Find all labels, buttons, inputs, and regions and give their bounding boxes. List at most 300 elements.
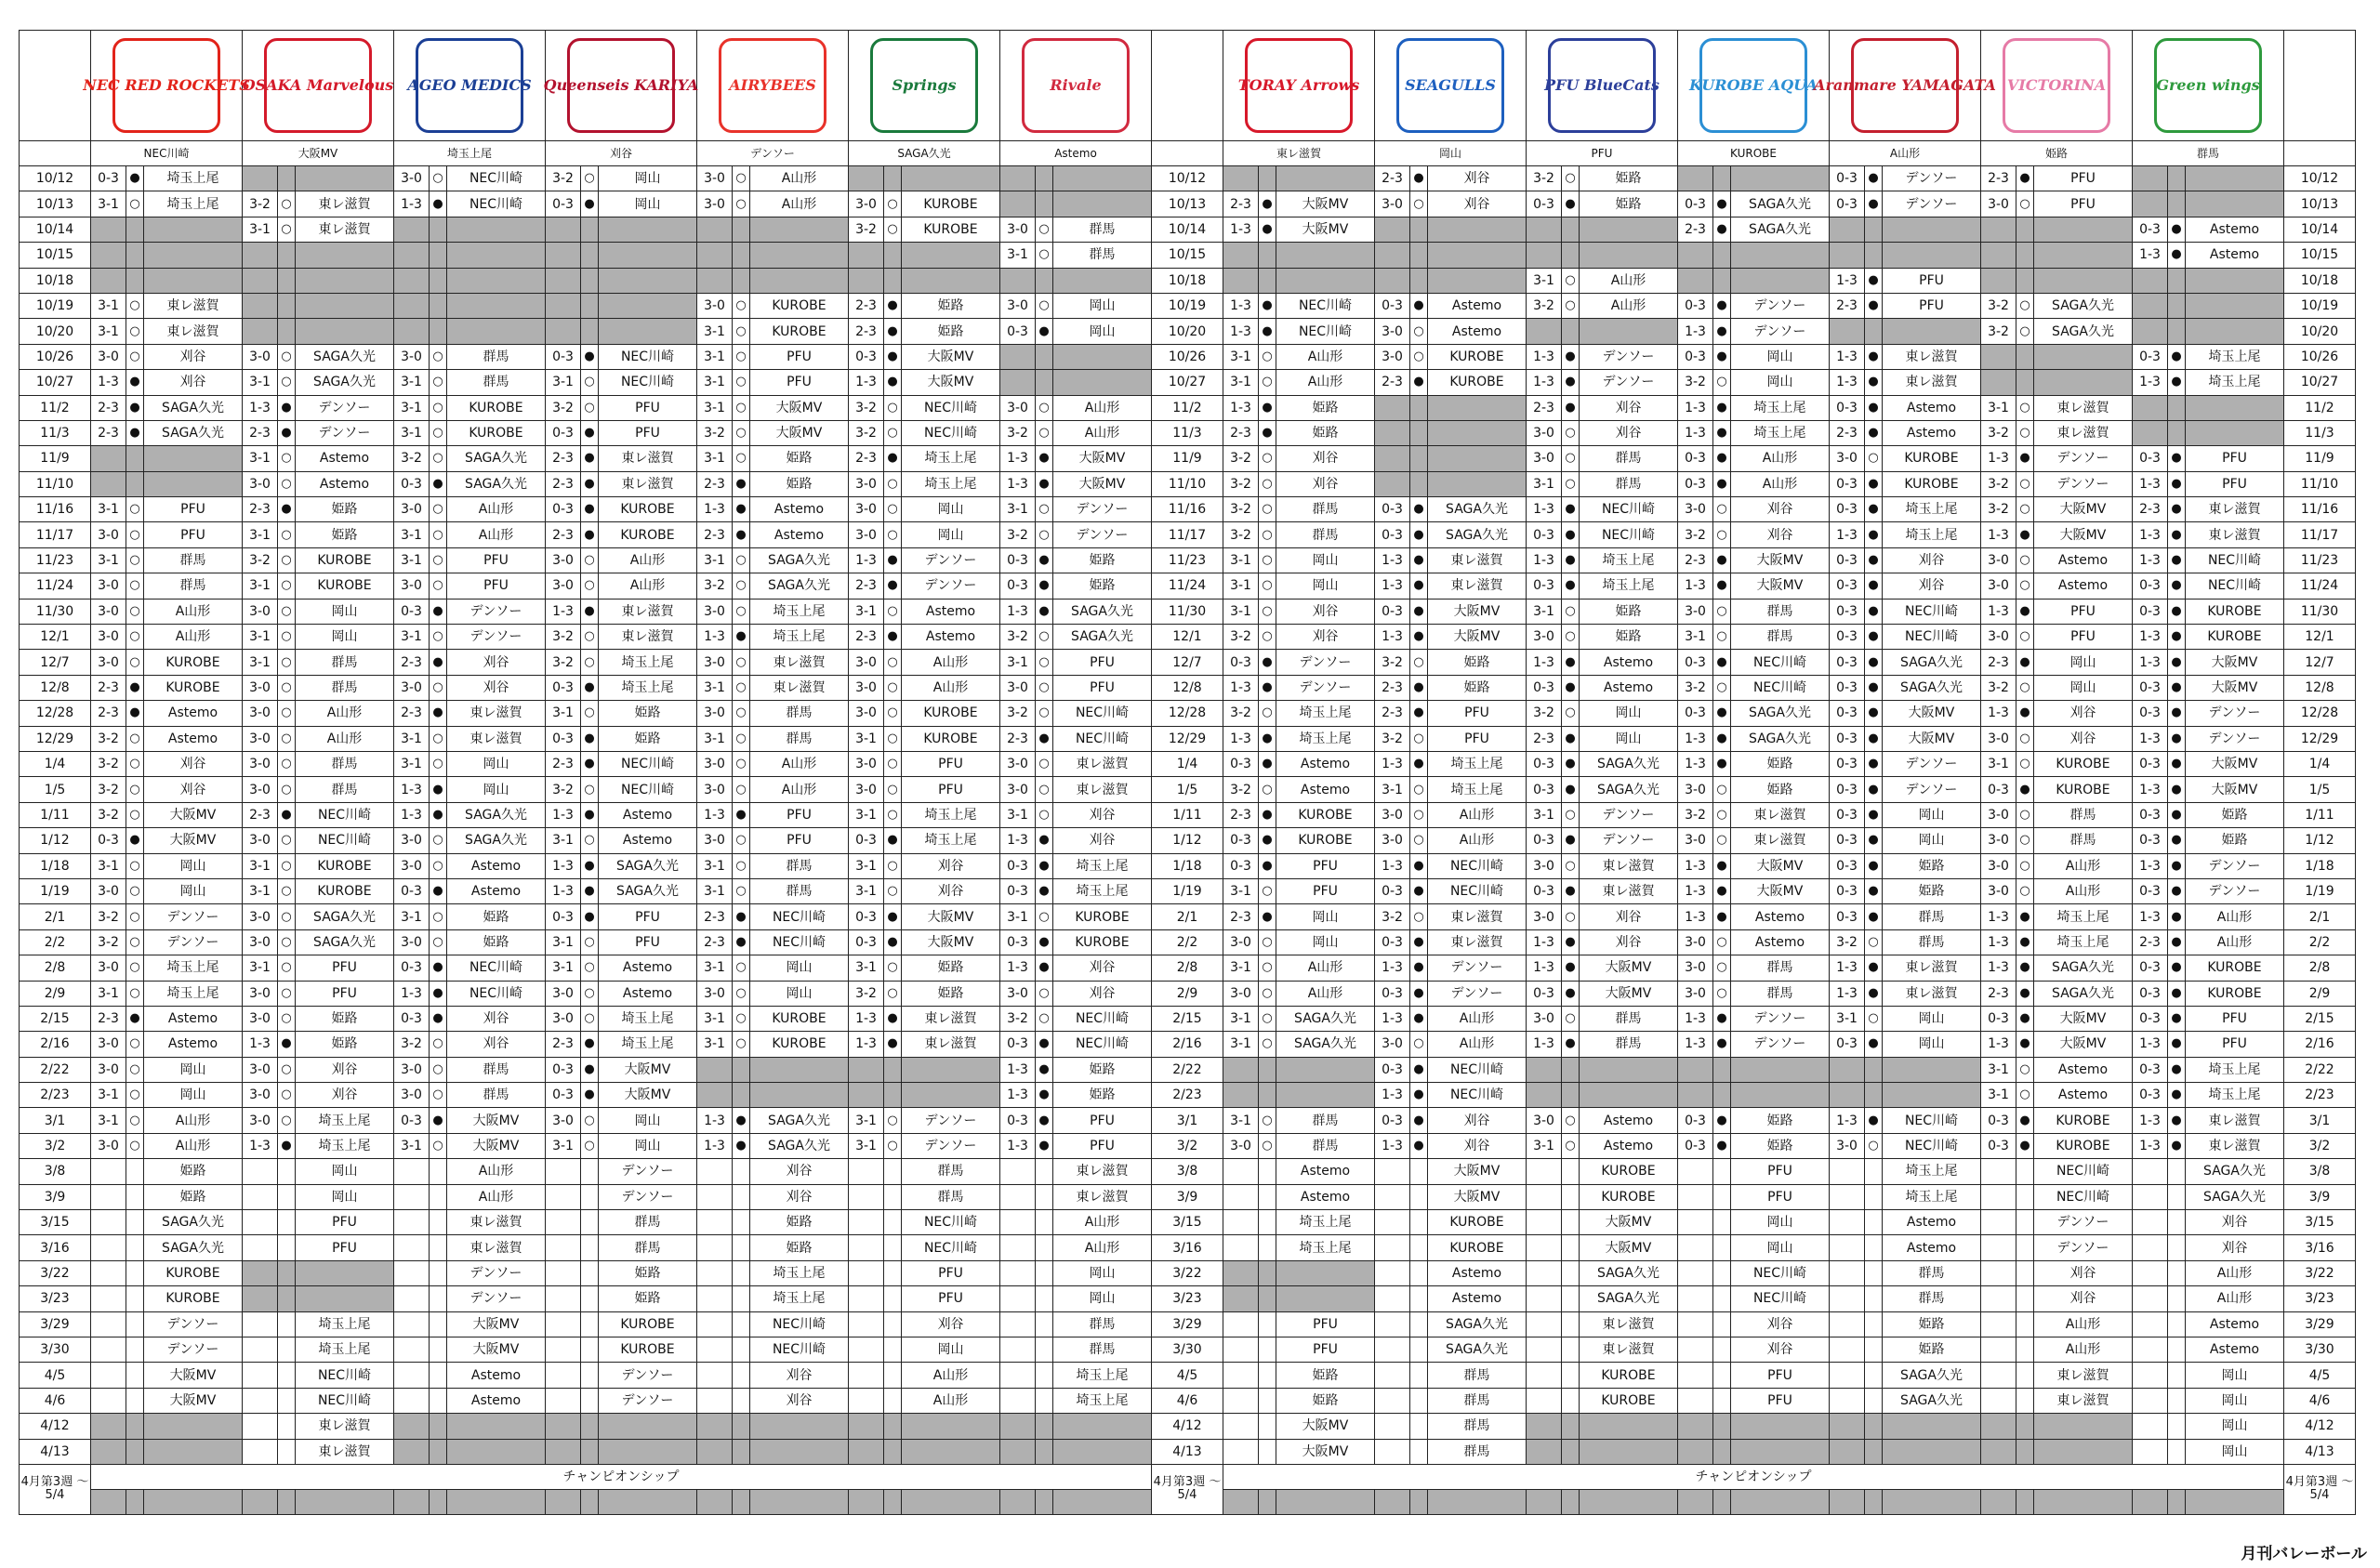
result-mark: ● bbox=[1865, 547, 1883, 573]
no-match-cell bbox=[91, 1489, 126, 1514]
result-mark: ● bbox=[1562, 929, 1580, 955]
no-match-cell bbox=[849, 1414, 884, 1439]
opponent-cell: A山形 bbox=[2034, 878, 2133, 903]
score-cell bbox=[91, 1311, 126, 1337]
corner-cell bbox=[20, 31, 91, 141]
date-cell: 3/2 bbox=[1152, 1133, 1223, 1158]
result-mark: ○ bbox=[2016, 420, 2034, 445]
team-logo bbox=[83, 34, 250, 137]
opponent-cell: PFU bbox=[296, 955, 394, 981]
result-mark bbox=[884, 1235, 902, 1260]
date-cell: 10/18 bbox=[2284, 268, 2356, 293]
result-mark: ● bbox=[1865, 370, 1883, 395]
score-cell: 2-3 bbox=[1375, 701, 1410, 726]
result-mark: ○ bbox=[581, 828, 599, 853]
result-mark bbox=[1410, 1235, 1428, 1260]
opponent-cell: 刈谷 bbox=[1428, 191, 1527, 217]
result-mark: ○ bbox=[126, 522, 144, 547]
result-mark: ● bbox=[2168, 1032, 2186, 1057]
score-cell: 3-0 bbox=[1000, 751, 1036, 776]
opponent-cell: デンソー bbox=[2186, 878, 2284, 903]
score-cell bbox=[1000, 1363, 1036, 1388]
no-match-cell bbox=[1259, 1260, 1276, 1285]
no-match-cell bbox=[2133, 420, 2168, 445]
opponent-cell: 岡山 bbox=[599, 1108, 697, 1133]
score-cell: 0-3 bbox=[546, 191, 581, 217]
team-logo-badge: AGEO MEDICS bbox=[416, 38, 523, 133]
score-cell: 3-0 bbox=[1678, 955, 1713, 981]
score-cell: 3-1 bbox=[1223, 599, 1259, 624]
opponent-cell: PFU bbox=[296, 981, 394, 1006]
result-mark: ○ bbox=[581, 625, 599, 650]
no-match-cell bbox=[546, 217, 581, 242]
result-mark: ○ bbox=[1259, 1006, 1276, 1031]
score-cell: 3-2 bbox=[1223, 625, 1259, 650]
opponent-cell: デンソー bbox=[599, 1363, 697, 1388]
opponent-cell: 群馬 bbox=[902, 1159, 1000, 1184]
result-mark: ● bbox=[126, 1006, 144, 1031]
opponent-cell: 姫路 bbox=[750, 471, 849, 496]
score-cell: 0-3 bbox=[1000, 319, 1036, 344]
score-cell: 1-3 bbox=[2133, 243, 2168, 268]
result-mark bbox=[1259, 1210, 1276, 1235]
result-mark: ● bbox=[1865, 599, 1883, 624]
no-match-cell bbox=[849, 243, 884, 268]
score-cell: 3-0 bbox=[697, 828, 733, 853]
no-match-cell bbox=[1053, 1414, 1152, 1439]
score-cell: 0-3 bbox=[546, 420, 581, 445]
score-cell: 3-0 bbox=[91, 650, 126, 675]
score-cell: 2-3 bbox=[849, 293, 884, 318]
schedule-row bbox=[20, 1057, 2356, 1082]
score-cell: 0-3 bbox=[1830, 497, 1865, 522]
no-match-cell bbox=[1981, 243, 2016, 268]
opponent-cell: 岡山 bbox=[1053, 293, 1152, 318]
result-mark: ● bbox=[581, 471, 599, 496]
result-mark bbox=[1562, 1260, 1580, 1285]
schedule-row bbox=[20, 599, 2356, 624]
result-mark: ● bbox=[2168, 650, 2186, 675]
date-cell: 10/13 bbox=[20, 191, 91, 217]
opponent-cell: デンソー bbox=[447, 599, 546, 624]
score-cell: 3-0 bbox=[1678, 929, 1713, 955]
opponent-cell: 東レ滋賀 bbox=[144, 319, 243, 344]
result-mark bbox=[1410, 1363, 1428, 1388]
score-cell: 3-1 bbox=[697, 344, 733, 369]
opponent-cell: KUROBE bbox=[2186, 981, 2284, 1006]
opponent-cell: 岡山 bbox=[1883, 1006, 1981, 1031]
score-cell bbox=[697, 1337, 733, 1362]
opponent-cell: 大阪MV bbox=[1580, 955, 1678, 981]
team-logo-badge: KUROBE AQUA bbox=[1699, 38, 1807, 133]
opponent-cell: 群馬 bbox=[1276, 497, 1375, 522]
result-mark: ○ bbox=[126, 1057, 144, 1082]
result-mark: ○ bbox=[1410, 319, 1428, 344]
result-mark: ○ bbox=[430, 166, 447, 191]
opponent-cell: Astemo bbox=[599, 981, 697, 1006]
score-cell: 3-1 bbox=[394, 904, 430, 929]
score-cell bbox=[697, 1260, 733, 1285]
opponent-cell: 埼玉上尾 bbox=[2034, 929, 2133, 955]
date-cell: 3/9 bbox=[20, 1184, 91, 1209]
date-cell: 1/5 bbox=[20, 777, 91, 802]
opponent-cell: デンソー bbox=[1580, 802, 1678, 827]
result-mark: ○ bbox=[733, 675, 750, 700]
opponent-cell: 埼玉上尾 bbox=[1276, 1210, 1375, 1235]
result-mark bbox=[1036, 1337, 1053, 1362]
opponent-cell: PFU bbox=[750, 828, 849, 853]
no-match-cell bbox=[1981, 1489, 2016, 1514]
result-mark bbox=[1036, 1159, 1053, 1184]
score-cell: 3-1 bbox=[849, 726, 884, 751]
opponent-cell: SAGA久光 bbox=[1580, 1260, 1678, 1285]
opponent-cell: KUROBE bbox=[296, 878, 394, 903]
score-cell: 0-3 bbox=[1678, 293, 1713, 318]
opponent-cell: 大阪MV bbox=[902, 904, 1000, 929]
no-match-cell bbox=[1527, 243, 1562, 268]
date-cell: 11/17 bbox=[20, 522, 91, 547]
result-mark bbox=[430, 1388, 447, 1413]
score-cell: 0-3 bbox=[1000, 547, 1036, 573]
result-mark: ○ bbox=[1036, 650, 1053, 675]
date-cell: 3/9 bbox=[1152, 1184, 1223, 1209]
score-cell: 0-3 bbox=[394, 599, 430, 624]
opponent-cell: Astemo bbox=[1276, 1159, 1375, 1184]
opponent-cell: Astemo bbox=[750, 497, 849, 522]
team-logo-badge: Springs bbox=[870, 38, 978, 133]
opponent-cell: SAGA久光 bbox=[447, 802, 546, 827]
score-cell: 2-3 bbox=[243, 420, 278, 445]
schedule-row bbox=[20, 243, 2356, 268]
result-mark: ○ bbox=[884, 878, 902, 903]
score-cell: 2-3 bbox=[1678, 217, 1713, 242]
score-cell: 0-3 bbox=[1375, 522, 1410, 547]
score-cell bbox=[849, 1260, 884, 1285]
opponent-cell: PFU bbox=[902, 1286, 1000, 1311]
score-cell: 2-3 bbox=[1000, 726, 1036, 751]
opponent-cell: NEC川崎 bbox=[902, 420, 1000, 445]
result-mark: ● bbox=[1259, 726, 1276, 751]
opponent-cell: PFU bbox=[750, 344, 849, 369]
score-cell: 0-3 bbox=[1830, 701, 1865, 726]
result-mark: ● bbox=[733, 802, 750, 827]
opponent-cell: 姫路 bbox=[1276, 395, 1375, 420]
result-mark: ○ bbox=[884, 802, 902, 827]
result-mark: ○ bbox=[884, 675, 902, 700]
date-cell: 2/15 bbox=[2284, 1006, 2356, 1031]
no-match-cell bbox=[1223, 1057, 1259, 1082]
result-mark: ○ bbox=[1562, 166, 1580, 191]
score-cell: 1-3 bbox=[1678, 1006, 1713, 1031]
result-mark: ○ bbox=[884, 751, 902, 776]
date-cell: 1/12 bbox=[1152, 828, 1223, 853]
score-cell: 0-3 bbox=[1000, 878, 1036, 903]
score-cell bbox=[1678, 1260, 1713, 1285]
opponent-cell: 埼玉上尾 bbox=[902, 802, 1000, 827]
score-cell bbox=[1375, 1184, 1410, 1209]
score-cell: 1-3 bbox=[697, 802, 733, 827]
opponent-cell: 姫路 bbox=[1731, 1133, 1830, 1158]
no-match-cell bbox=[1883, 1083, 1981, 1108]
opponent-cell: デンソー bbox=[902, 1133, 1000, 1158]
no-match-cell bbox=[430, 243, 447, 268]
score-cell: 1-3 bbox=[546, 853, 581, 878]
opponent-cell: A山形 bbox=[447, 1184, 546, 1209]
result-mark: ● bbox=[2016, 166, 2034, 191]
score-cell: 3-0 bbox=[1527, 625, 1562, 650]
result-mark bbox=[733, 1260, 750, 1285]
opponent-cell: 岡山 bbox=[447, 777, 546, 802]
score-cell bbox=[1527, 1210, 1562, 1235]
opponent-cell: 姫路 bbox=[2186, 802, 2284, 827]
score-cell: 2-3 bbox=[546, 471, 581, 496]
result-mark: ○ bbox=[581, 650, 599, 675]
score-cell: 3-2 bbox=[243, 191, 278, 217]
opponent-cell: NEC川崎 bbox=[1731, 1260, 1830, 1285]
team-name: KUROBE bbox=[1678, 141, 1830, 166]
opponent-cell: NEC川崎 bbox=[447, 166, 546, 191]
no-match-cell bbox=[1527, 319, 1562, 344]
result-mark bbox=[884, 1337, 902, 1362]
score-cell: 3-2 bbox=[1000, 1006, 1036, 1031]
opponent-cell: Astemo bbox=[1883, 1210, 1981, 1235]
result-mark bbox=[2168, 1388, 2186, 1413]
opponent-cell: 埼玉上尾 bbox=[1731, 395, 1830, 420]
opponent-cell: 東レ滋賀 bbox=[1883, 370, 1981, 395]
no-match-cell bbox=[1678, 1414, 1713, 1439]
score-cell: 3-0 bbox=[243, 981, 278, 1006]
result-mark: ● bbox=[581, 446, 599, 471]
result-mark: ● bbox=[733, 1108, 750, 1133]
result-mark bbox=[1865, 1210, 1883, 1235]
date-cell: 10/13 bbox=[2284, 191, 2356, 217]
opponent-cell: NEC川崎 bbox=[2186, 573, 2284, 599]
result-mark: ● bbox=[1036, 446, 1053, 471]
opponent-cell: 刈谷 bbox=[2034, 1260, 2133, 1285]
no-match-cell bbox=[1562, 243, 1580, 268]
score-cell: 3-0 bbox=[1375, 828, 1410, 853]
no-match-cell bbox=[581, 1414, 599, 1439]
score-cell: 3-1 bbox=[1981, 1083, 2016, 1108]
opponent-cell: デンソー bbox=[144, 1311, 243, 1337]
opponent-cell: 岡山 bbox=[1883, 1032, 1981, 1057]
date-cell: 12/29 bbox=[2284, 726, 2356, 751]
opponent-cell: 岡山 bbox=[1731, 1210, 1830, 1235]
score-cell bbox=[1000, 1159, 1036, 1184]
opponent-cell: Astemo bbox=[144, 726, 243, 751]
result-mark bbox=[1713, 1184, 1731, 1209]
result-mark: ● bbox=[126, 395, 144, 420]
score-cell bbox=[394, 1337, 430, 1362]
opponent-cell: SAGA久光 bbox=[144, 395, 243, 420]
date-cell: 2/9 bbox=[2284, 981, 2356, 1006]
score-cell: 2-3 bbox=[1375, 370, 1410, 395]
team-logo bbox=[697, 34, 848, 137]
opponent-cell: NEC川崎 bbox=[1883, 599, 1981, 624]
date-cell: 10/18 bbox=[20, 268, 91, 293]
result-mark: ● bbox=[2016, 701, 2034, 726]
opponent-cell: KUROBE bbox=[1580, 1388, 1678, 1413]
opponent-cell: KUROBE bbox=[1428, 1210, 1527, 1235]
result-mark: ○ bbox=[581, 701, 599, 726]
opponent-cell: 群馬 bbox=[447, 344, 546, 369]
result-mark: ○ bbox=[1036, 1006, 1053, 1031]
date-cell: 3/8 bbox=[2284, 1159, 2356, 1184]
date-cell: 10/13 bbox=[1152, 191, 1223, 217]
score-cell bbox=[1223, 1388, 1259, 1413]
no-match-cell bbox=[1562, 319, 1580, 344]
result-mark: ○ bbox=[126, 878, 144, 903]
score-cell: 1-3 bbox=[2133, 1032, 2168, 1057]
result-mark bbox=[430, 1363, 447, 1388]
score-cell bbox=[546, 1388, 581, 1413]
date-cell: 10/19 bbox=[20, 293, 91, 318]
no-match-cell bbox=[1000, 166, 1036, 191]
result-mark: ○ bbox=[430, 853, 447, 878]
date-cell: 3/23 bbox=[20, 1286, 91, 1311]
opponent-cell: SAGA久光 bbox=[1428, 497, 1527, 522]
result-mark: ○ bbox=[581, 1108, 599, 1133]
no-match-cell bbox=[2016, 217, 2034, 242]
opponent-cell: 姫路 bbox=[1053, 1057, 1152, 1082]
score-cell: 1-3 bbox=[1375, 751, 1410, 776]
score-cell: 2-3 bbox=[1223, 191, 1259, 217]
score-cell: 3-1 bbox=[849, 1108, 884, 1133]
score-cell: 3-0 bbox=[1527, 420, 1562, 445]
opponent-cell: 姫路 bbox=[1883, 878, 1981, 903]
result-mark: ○ bbox=[884, 955, 902, 981]
opponent-cell: 埼玉上尾 bbox=[599, 1032, 697, 1057]
score-cell: 2-3 bbox=[1223, 802, 1259, 827]
opponent-cell: PFU bbox=[750, 370, 849, 395]
result-mark: ○ bbox=[1562, 625, 1580, 650]
result-mark: ● bbox=[2168, 1083, 2186, 1108]
result-mark: ● bbox=[1410, 1006, 1428, 1031]
score-cell: 3-1 bbox=[697, 878, 733, 903]
opponent-cell: PFU bbox=[2186, 1006, 2284, 1031]
no-match-cell bbox=[91, 268, 126, 293]
result-mark: ● bbox=[1036, 599, 1053, 624]
schedule-row bbox=[20, 1286, 2356, 1311]
result-mark: ● bbox=[1865, 191, 1883, 217]
no-match-cell bbox=[430, 1439, 447, 1464]
result-mark bbox=[1865, 1286, 1883, 1311]
opponent-cell: 姫路 bbox=[599, 1286, 697, 1311]
score-cell: 3-2 bbox=[546, 395, 581, 420]
score-cell: 3-0 bbox=[1527, 1006, 1562, 1031]
score-cell: 3-2 bbox=[1981, 675, 2016, 700]
no-match-cell bbox=[243, 243, 278, 268]
score-cell bbox=[1375, 1388, 1410, 1413]
score-cell: 3-1 bbox=[1223, 370, 1259, 395]
team-name: PFU bbox=[1527, 141, 1678, 166]
score-cell: 3-0 bbox=[1981, 802, 2016, 827]
schedule-row bbox=[20, 370, 2356, 395]
opponent-cell: A山形 bbox=[2186, 1260, 2284, 1285]
result-mark: ○ bbox=[278, 751, 296, 776]
result-mark bbox=[1865, 1260, 1883, 1285]
date-cell: 10/19 bbox=[2284, 293, 2356, 318]
opponent-cell: 姫路 bbox=[296, 1032, 394, 1057]
opponent-cell: 群馬 bbox=[1580, 471, 1678, 496]
score-cell: 3-2 bbox=[394, 446, 430, 471]
schedule-row bbox=[20, 1235, 2356, 1260]
result-mark: ○ bbox=[884, 497, 902, 522]
result-mark bbox=[581, 1235, 599, 1260]
no-match-cell bbox=[278, 268, 296, 293]
opponent-cell: 大阪MV bbox=[1428, 625, 1527, 650]
score-cell: 0-3 bbox=[394, 1006, 430, 1031]
score-cell: 3-0 bbox=[849, 191, 884, 217]
score-cell: 1-3 bbox=[394, 191, 430, 217]
score-cell: 0-3 bbox=[394, 955, 430, 981]
score-cell bbox=[1375, 1260, 1410, 1285]
schedule-row bbox=[20, 1006, 2356, 1031]
score-cell: 0-3 bbox=[849, 904, 884, 929]
opponent-cell: 埼玉上尾 bbox=[1276, 701, 1375, 726]
result-mark: ○ bbox=[1713, 599, 1731, 624]
score-cell bbox=[1223, 1337, 1259, 1362]
schedule-row bbox=[20, 1108, 2356, 1133]
no-match-cell bbox=[1527, 1489, 1562, 1514]
result-mark bbox=[1259, 1337, 1276, 1362]
no-match-cell bbox=[1259, 1489, 1276, 1514]
score-cell: 3-0 bbox=[243, 777, 278, 802]
score-cell: 3-0 bbox=[91, 599, 126, 624]
score-cell: 3-1 bbox=[243, 522, 278, 547]
score-cell bbox=[849, 1210, 884, 1235]
schedule-row bbox=[20, 268, 2356, 293]
result-mark: ● bbox=[1259, 395, 1276, 420]
no-match-cell bbox=[447, 319, 546, 344]
result-mark bbox=[2016, 1159, 2034, 1184]
score-cell bbox=[1830, 1286, 1865, 1311]
score-cell bbox=[546, 1184, 581, 1209]
opponent-cell: 埼玉上尾 bbox=[2186, 344, 2284, 369]
result-mark: ● bbox=[1036, 853, 1053, 878]
score-cell: 3-1 bbox=[91, 191, 126, 217]
result-mark: ● bbox=[1410, 547, 1428, 573]
opponent-cell: SAGA久光 bbox=[1580, 1286, 1678, 1311]
score-cell: 0-3 bbox=[2133, 599, 2168, 624]
no-match-cell bbox=[2016, 1439, 2034, 1464]
score-cell: 0-3 bbox=[1678, 701, 1713, 726]
opponent-cell: 岡山 bbox=[750, 955, 849, 981]
score-cell: 0-3 bbox=[1678, 650, 1713, 675]
score-cell bbox=[91, 1337, 126, 1362]
no-match-cell bbox=[902, 1057, 1000, 1082]
no-match-cell bbox=[546, 1489, 581, 1514]
opponent-cell: 姫路 bbox=[902, 955, 1000, 981]
opponent-cell: 姫路 bbox=[1276, 420, 1375, 445]
opponent-cell: デンソー bbox=[2186, 853, 2284, 878]
result-mark: ● bbox=[1562, 344, 1580, 369]
result-mark: ○ bbox=[1036, 625, 1053, 650]
opponent-cell: 群馬 bbox=[447, 1083, 546, 1108]
opponent-cell: 刈谷 bbox=[1731, 1311, 1830, 1337]
opponent-cell: 岡山 bbox=[2034, 675, 2133, 700]
result-mark: ○ bbox=[884, 395, 902, 420]
score-cell: 1-3 bbox=[1223, 675, 1259, 700]
score-cell bbox=[1981, 1337, 2016, 1362]
no-match-cell bbox=[278, 1286, 296, 1311]
result-mark: ○ bbox=[1562, 268, 1580, 293]
score-cell: 3-1 bbox=[1223, 1032, 1259, 1057]
opponent-cell: 姫路 bbox=[1053, 1083, 1152, 1108]
no-match-cell bbox=[1731, 243, 1830, 268]
result-mark bbox=[1410, 1337, 1428, 1362]
score-cell: 1-3 bbox=[2133, 522, 2168, 547]
